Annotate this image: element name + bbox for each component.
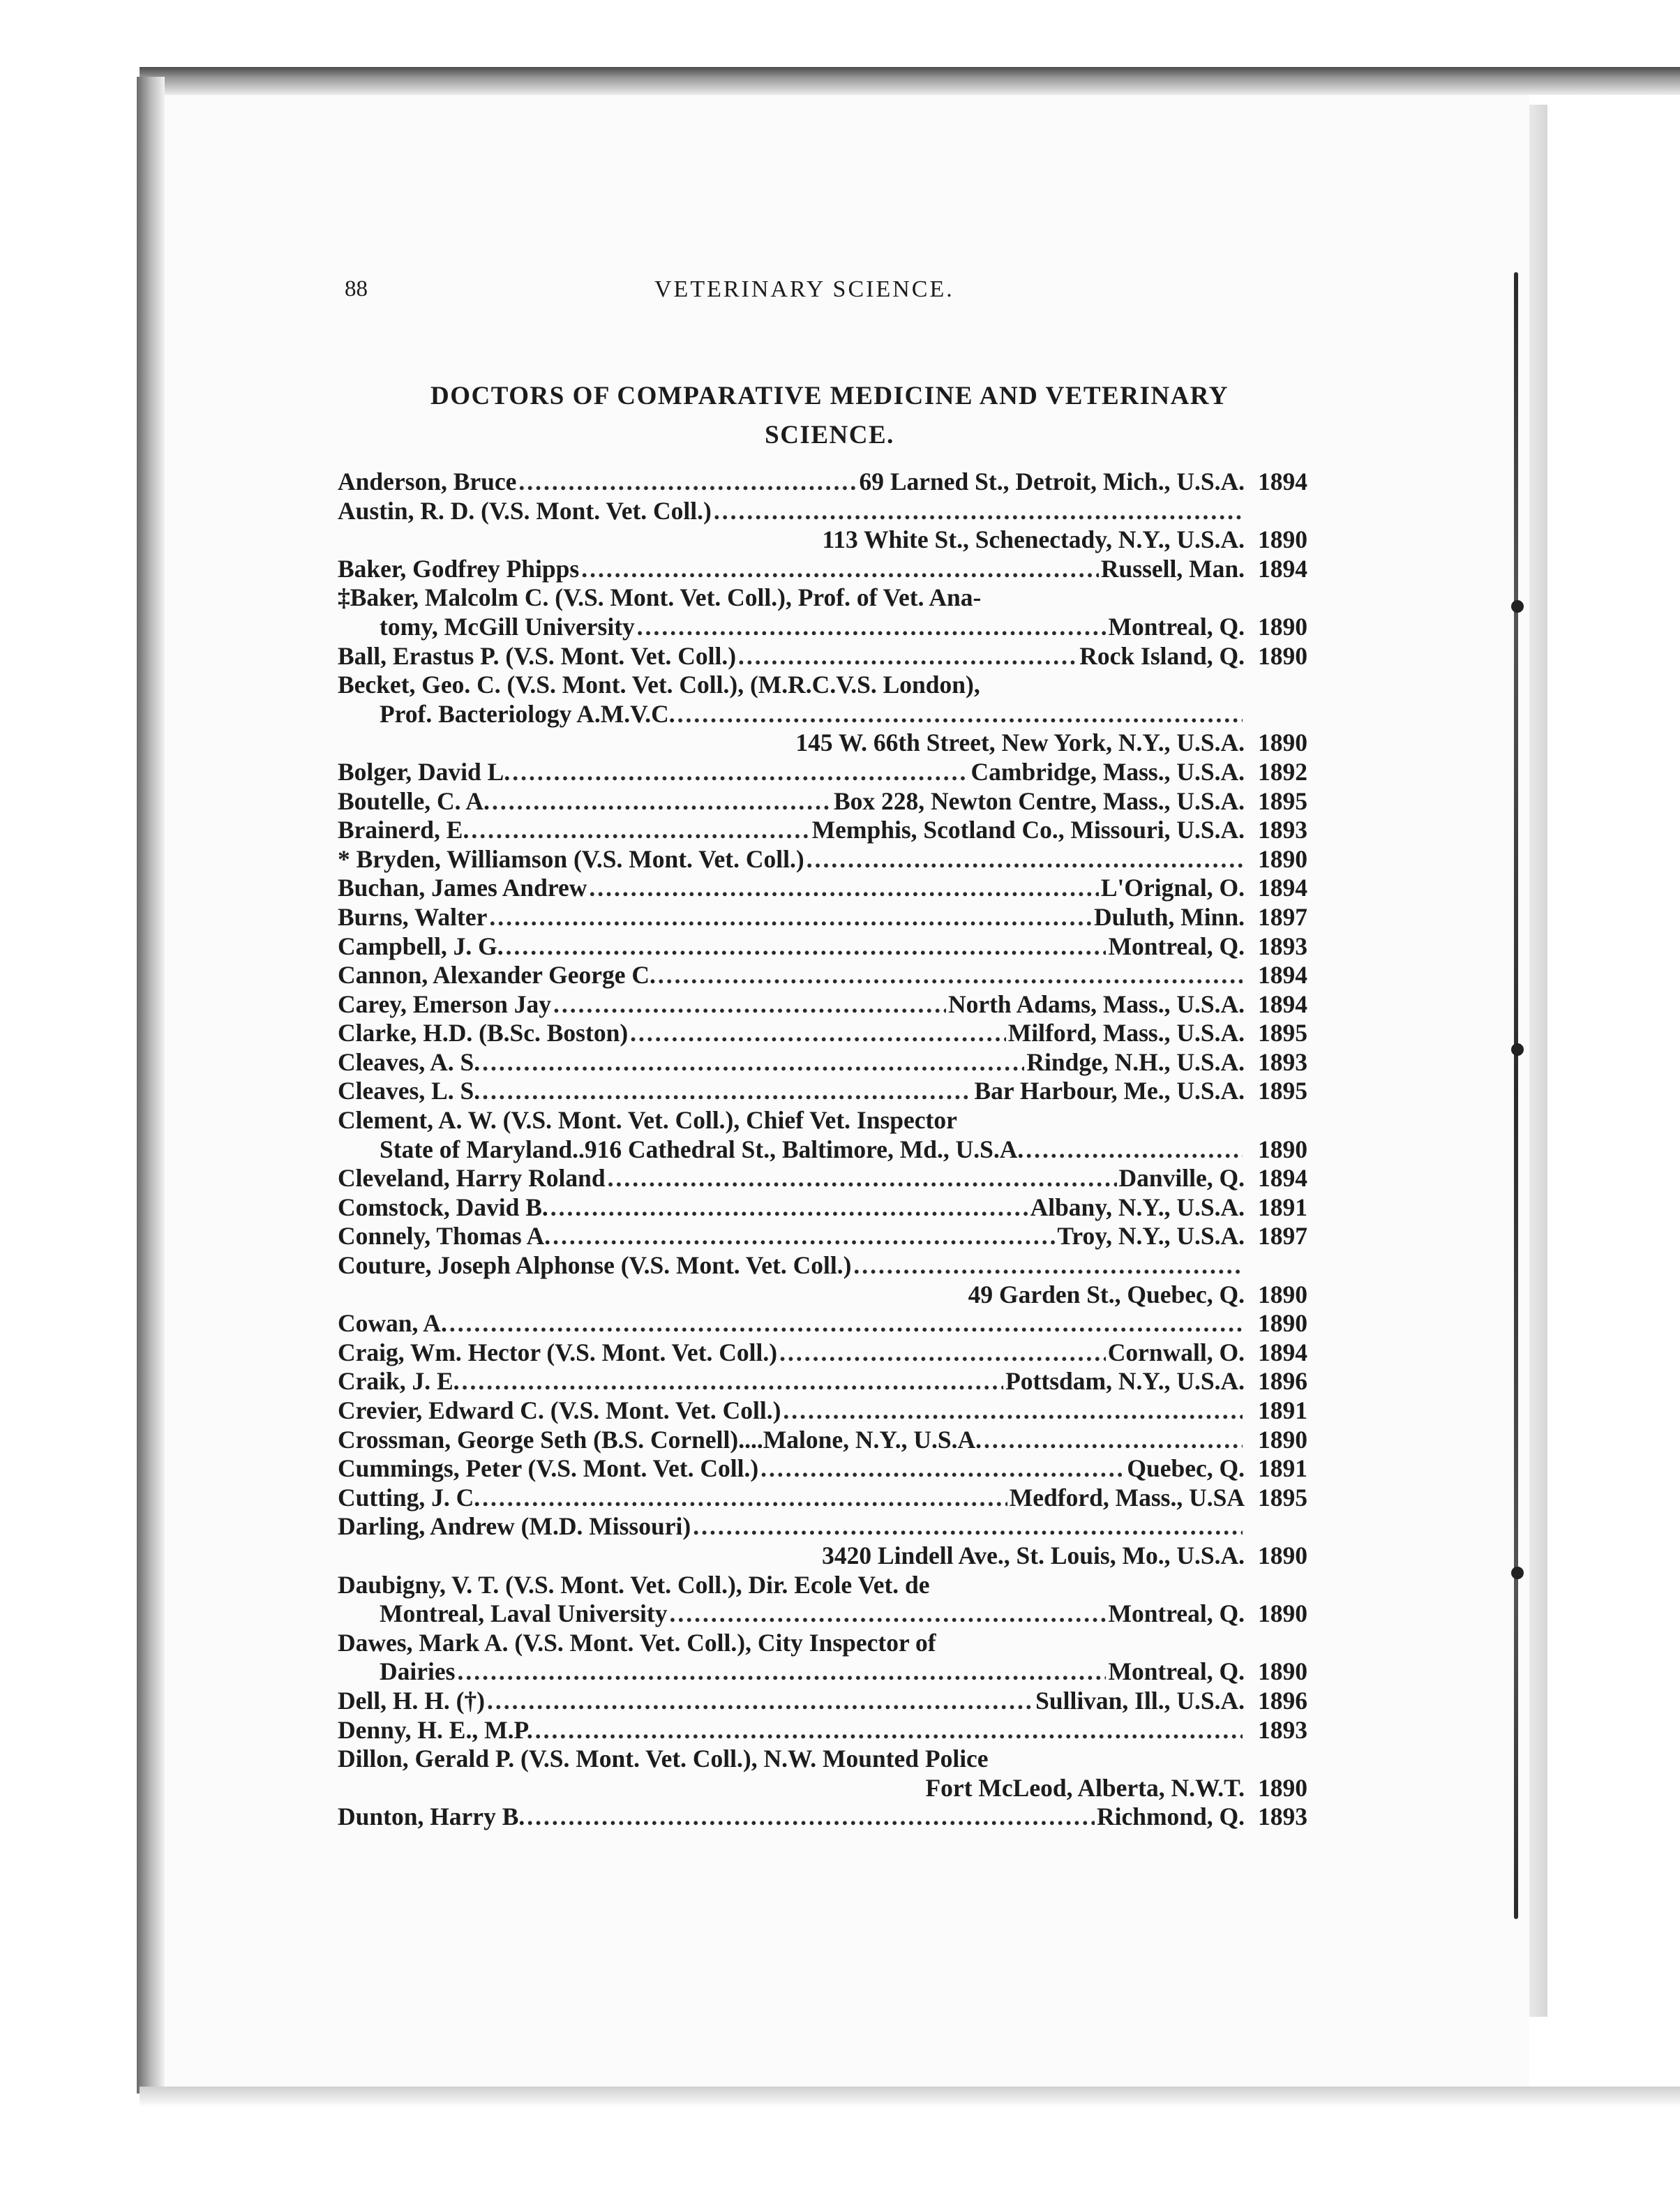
entry-line [338,583,1307,613]
entry-place: Pottsdam, N.Y., U.S.A. [1005,1367,1245,1396]
leader-dots [487,1687,1033,1716]
entry-name: Darling, Andrew (M.D. Missouri) [338,1512,691,1541]
entry-year: 1890 [1258,612,1307,641]
entry-name: Comstock, David B. [338,1193,548,1221]
entry-name: Cutting, J. C. [338,1483,481,1512]
entry-year: 1890 [1258,1541,1307,1569]
entry-name: Montreal, Laval University [380,1599,668,1628]
entry-year: 1897 [1258,1222,1307,1251]
entry-name: Carey, Emerson Jay [338,990,551,1018]
entry-line [338,1484,1307,1513]
entry-line [338,961,1307,990]
entry-place: Danville, Q. [1118,1164,1245,1193]
book-left-edge [137,77,165,2094]
entry-line [338,1193,1307,1223]
entry-line [338,1512,1307,1542]
book-top-shadow [140,67,1680,95]
entry-name: Boutelle, C. A. [338,786,490,815]
entry-line [338,1106,1307,1135]
entry-name: Anderson, Bruce [338,468,517,495]
entry-name: Becket, Geo. C. (V.S. Mont. Vet. Coll.), (M.R.C.V.S. London), [338,671,980,699]
entry-line [338,874,1307,903]
entry-year: 1890 [1258,1280,1307,1308]
leader-dots [1026,1135,1243,1165]
leader-dots [714,497,1243,526]
entry-place: Memphis, Scotland Co., Missouri, U.S.A. [811,816,1245,844]
entry-name: Crossman, George Seth (B.S. Cornell)....Malone, N.Y., U.S.A. [338,1425,982,1454]
page-number: 88 [345,276,368,301]
binding-knot [1511,1567,1524,1579]
entry-year: 1890 [1258,1309,1307,1338]
entry-year: 1894 [1258,468,1307,495]
leader-dots [738,642,1077,671]
entry-name: Campbell, J. G. [338,932,504,960]
entry-line [338,1281,1307,1310]
entry-name: Cummings, Peter (V.S. Mont. Vet. Coll.) [338,1454,759,1483]
leader-dots [506,932,1107,962]
entry-name: Austin, R. D. (V.S. Mont. Vet. Coll.) [338,496,712,525]
entry-place: 113 White St., Schenectady, N.Y., U.S.A. [822,525,1245,554]
entry-line [338,1803,1307,1832]
entry-line [338,1309,1307,1338]
entry-line [338,729,1307,758]
binding-knot [1511,1043,1524,1056]
entry-name: Crevier, Edward C. (V.S. Mont. Vet. Coll.) [338,1396,781,1424]
entry-place: 3420 Lindell Ave., St. Louis, Mo., U.S.A. [822,1541,1245,1569]
entry-line [338,1222,1307,1251]
entry-line [338,990,1307,1020]
entry-year: 1890 [1258,1425,1307,1454]
section-heading-line-1: DOCTORS OF COMPARATIVE MEDICINE AND VETERINARY [430,382,1229,410]
leader-dots [669,1599,1106,1629]
leader-dots [489,903,1092,932]
entry-place: Cambridge, Mass., U.S.A. [970,757,1245,786]
leader-dots [518,468,857,497]
entry-year: 1895 [1258,1019,1307,1047]
entry-year: 1891 [1258,1193,1307,1221]
entry-line [338,497,1307,526]
entry-name: Cleaves, L. S. [338,1077,481,1105]
entry-place: 69 Larned St., Detroit, Mich., U.S.A. [859,468,1245,495]
entry-place: Rindge, N.H., U.S.A. [1026,1047,1245,1076]
leader-dots [457,1657,1106,1687]
leader-dots [512,758,968,787]
entry-year: 1894 [1258,874,1307,902]
entry-year: 1891 [1258,1454,1307,1483]
entry-line [338,1571,1307,1600]
running-title: VETERINARY SCIENCE. [654,276,954,302]
entry-line [338,1164,1307,1193]
entry-line [338,1338,1307,1368]
leader-dots [482,1077,972,1106]
entry-place: Montreal, Q. [1108,932,1245,960]
entry-line [338,555,1307,584]
entry-year: 1895 [1258,786,1307,815]
entry-year: 1890 [1258,1599,1307,1628]
entry-year: 1894 [1258,961,1307,990]
entry-name: Dawes, Mark A. (V.S. Mont. Vet. Coll.), City Inspector of [338,1628,936,1657]
entry-place: Montreal, Q. [1108,1599,1245,1628]
entry-year: 1890 [1258,1773,1307,1802]
entry-year: 1896 [1258,1686,1307,1715]
entries-list [338,468,1307,1832]
leader-dots [462,1367,1004,1396]
entry-place: Russell, Man. [1100,554,1245,583]
entry-place: Albany, N.Y., U.S.A. [1030,1193,1245,1221]
leader-dots [658,961,1243,990]
entry-year: 1895 [1258,1483,1307,1512]
leader-dots [550,1193,1028,1223]
leader-dots [581,555,1099,584]
entry-line [338,1687,1307,1716]
entry-line [338,1542,1307,1571]
entry-name: Cleaves, A. S. [338,1047,481,1076]
entry-name: Clement, A. W. (V.S. Mont. Vet. Coll.), Chief Vet. Inspector [338,1106,957,1135]
entry-line [338,1077,1307,1106]
entry-line [338,1629,1307,1658]
entry-place: Montreal, Q. [1108,1657,1245,1686]
entry-line [338,1745,1307,1774]
entry-line [338,525,1307,555]
entry-year: 1890 [1258,844,1307,873]
leader-dots [779,1338,1106,1368]
entry-year: 1890 [1258,1135,1307,1163]
leader-dots [449,1309,1243,1338]
entry-name: Buchan, James Andrew [338,874,587,902]
entry-place: Milford, Mass., U.S.A. [1007,1019,1245,1047]
leader-dots [553,1222,1055,1251]
entry-place: 145 W. 66th Street, New York, N.Y., U.S.A. [795,729,1245,757]
entry-place: Fort McLeod, Alberta, N.W.T. [925,1773,1245,1802]
entry-year: 1893 [1258,932,1307,960]
entry-name: State of Maryland..916 Cathedral St., Baltimore, Md., U.S.A. [380,1135,1024,1163]
section-heading-line-2: SCIENCE. [765,421,894,449]
entry-place: Rock Island, Q. [1079,641,1245,670]
entry-year: 1893 [1258,1715,1307,1744]
entry-name: Connely, Thomas A. [338,1222,551,1251]
leader-dots [535,1716,1243,1745]
leader-dots [677,700,1243,729]
entry-name: Dillon, Gerald P. (V.S. Mont. Vet. Coll.), N.W. Mounted Police [338,1745,989,1773]
leader-dots [637,613,1107,642]
entry-name: Daubigny, V. T. (V.S. Mont. Vet. Coll.), Dir. Ecole Vet. de [338,1570,930,1599]
entry-year: 1894 [1258,990,1307,1018]
entry-place: Richmond, Q. [1096,1803,1245,1831]
entry-name: Couture, Joseph Alphonse (V.S. Mont. Vet. Coll.) [338,1251,852,1280]
entry-name: Dunton, Harry B. [338,1803,525,1831]
entry-year: 1893 [1258,1047,1307,1076]
leader-dots [630,1019,1006,1048]
leader-dots [492,787,832,816]
entry-year: 1894 [1258,554,1307,583]
entry-name: * Bryden, Williamson (V.S. Mont. Vet. Coll.) [338,844,804,873]
entry-line [338,758,1307,787]
leader-dots [760,1454,1125,1484]
entry-place: North Adams, Mass., U.S.A. [947,990,1245,1018]
entry-year: 1897 [1258,902,1307,931]
entry-name: Cleveland, Harry Roland [338,1164,606,1193]
entry-year: 1890 [1258,729,1307,757]
entry-line [338,1019,1307,1048]
entry-line [338,932,1307,962]
running-head [345,276,1321,304]
leader-dots [553,990,946,1020]
binding-thread [1514,272,1518,1919]
facing-page-edge [1529,105,1547,2017]
leader-dots [807,845,1243,874]
entry-name: Dairies [380,1657,456,1686]
entry-year: 1895 [1258,1077,1307,1105]
entry-line [338,1426,1307,1455]
entry-line [338,1396,1307,1426]
entry-name: Dell, H. H. (†) [338,1686,485,1715]
entry-place: Medford, Mass., U.SA [1009,1483,1245,1512]
leader-dots [471,816,809,845]
entry-line [338,787,1307,816]
leader-dots [693,1512,1243,1542]
entry-year: 1892 [1258,757,1307,786]
entry-place: Sullivan, Ill., U.S.A. [1035,1686,1245,1715]
leader-dots [589,874,1099,903]
entry-year: 1890 [1258,641,1307,670]
entry-name: Craig, Wm. Hector (V.S. Mont. Vet. Coll.) [338,1338,778,1366]
entry-year: 1894 [1258,1164,1307,1193]
entry-line [338,816,1307,845]
entry-name: Bolger, David L. [338,757,511,786]
binding-knot [1511,600,1524,613]
leader-dots [527,1803,1095,1832]
entry-line [338,1599,1307,1629]
entry-line [338,468,1307,497]
page-bottom-shadow [140,2087,1680,2107]
entry-place: Montreal, Q. [1108,612,1245,641]
leader-dots [608,1164,1117,1193]
entry-year: 1890 [1258,525,1307,554]
entry-place: Quebec, Q. [1127,1454,1245,1483]
entry-line [338,1657,1307,1687]
entry-place: 49 Garden St., Quebec, Q. [968,1280,1245,1308]
entry-place: Cornwall, O. [1107,1338,1245,1366]
section-heading [338,377,1321,455]
entry-line [338,845,1307,874]
entry-name: tomy, McGill University [380,612,635,641]
entry-line [338,642,1307,671]
entry-line [338,613,1307,642]
entry-place: Troy, N.Y., U.S.A. [1057,1222,1245,1251]
entry-place: Box 228, Newton Centre, Mass., U.S.A. [833,786,1245,815]
entry-year: 1894 [1258,1338,1307,1366]
entry-name: Baker, Godfrey Phipps [338,554,580,583]
entry-name: Ball, Erastus P. (V.S. Mont. Vet. Coll.) [338,641,737,670]
entry-name: Cannon, Alexander George C. [338,961,656,990]
entry-line [338,1135,1307,1165]
entry-name: Clarke, H.D. (B.Sc. Boston) [338,1019,629,1047]
entry-line [338,1454,1307,1484]
leader-dots [482,1048,1024,1077]
entry-line [338,1251,1307,1281]
entry-name: Burns, Walter [338,902,488,931]
entry-place: Duluth, Minn. [1093,902,1245,931]
leader-dots [984,1426,1243,1455]
entry-line [338,903,1307,932]
entry-line [338,700,1307,729]
entry-line [338,1716,1307,1745]
entry-name: ‡Baker, Malcolm C. (V.S. Mont. Vet. Coll.), Prof. of Vet. Ana- [338,583,982,612]
entry-year: 1896 [1258,1367,1307,1396]
entry-name: Prof. Bacteriology A.M.V.C. [380,699,675,728]
leader-dots [853,1251,1243,1281]
leader-dots [783,1396,1243,1426]
entry-name: Brainerd, E. [338,816,470,844]
entry-name: Denny, H. E., M.P. [338,1715,533,1744]
entry-year: 1893 [1258,1803,1307,1831]
leader-dots [482,1484,1007,1513]
entry-line [338,1048,1307,1077]
entry-year: 1890 [1258,1657,1307,1686]
entry-place: L'Orignal, O. [1100,874,1245,902]
entry-year: 1893 [1258,816,1307,844]
entry-line [338,1774,1307,1803]
entry-name: Cowan, A. [338,1309,447,1338]
entry-name: Craik, J. E. [338,1367,460,1396]
entry-line [338,671,1307,700]
entry-year: 1891 [1258,1396,1307,1424]
entry-place: Bar Harbour, Me., U.S.A. [974,1077,1245,1105]
entry-line [338,1367,1307,1396]
